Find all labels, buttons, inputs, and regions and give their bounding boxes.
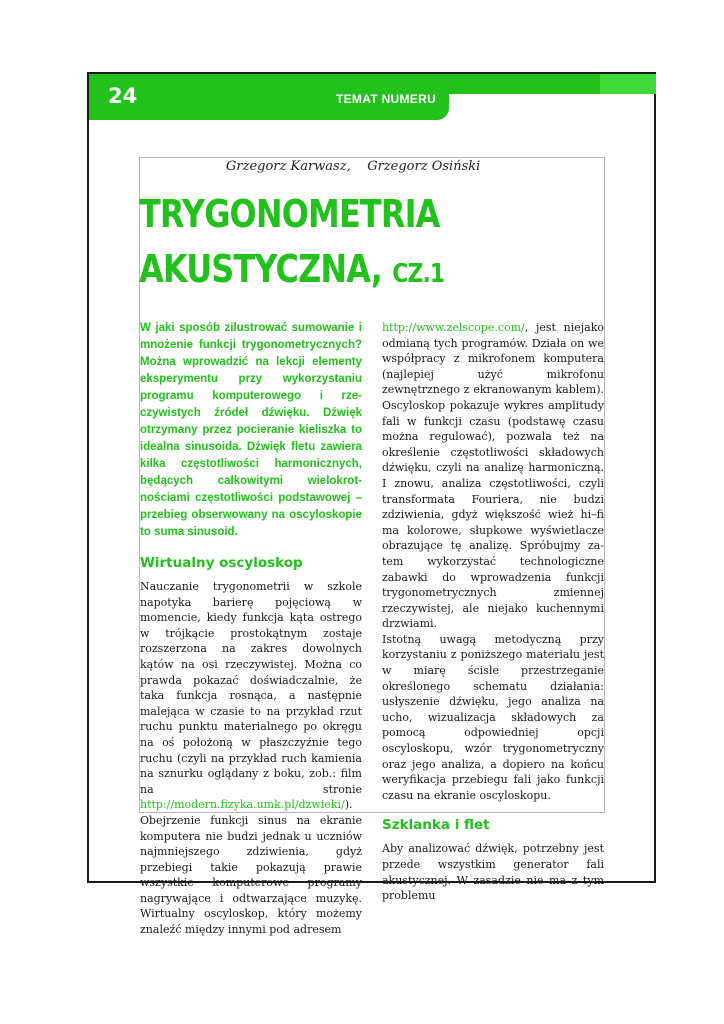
- link-modern-fizyka[interactable]: http://modern.fizyka.umk.pl/dzwieki/: [140, 798, 345, 812]
- article-title-line1: TRYGONOMETRIA: [139, 192, 440, 236]
- section-heading-virtual-oscilloscope: Wirtualny oscyloskop: [140, 555, 303, 571]
- section-label: TEMAT NUMERU: [336, 92, 437, 106]
- paragraph-1-text: Nauczanie trygonometrii w szkole napotyka barierę pojęciową w momencie, kiedy funkcja kąta ostrego w trójkącie prostokątnym zostaje rozszerzona na zakres dowolnych kątów na osi rzeczywistej. Można co prawda pokazać doświadczalnie, że taka funkcja rosnąca, a następnie malejąca w czasie to na przykład rzut ruchu punktu materialnego po okręgu na oś położoną w płaszczyźnie tego ruchu (czyli na przykład ruch kamienia na sznurku oglądany z boku, zob.: film na stronie: [140, 580, 362, 796]
- section-heading-glass-and-flute: Szklanka i flet: [382, 817, 490, 834]
- paragraph-2: Obejrzenie funkcji sinus na ekranie komputera nie budzi jednak u uczniów najmniejszego zdziwienia, gdyż przebiegi takie pokazują prawie wszystkie komputerowe programy nagrywające i odtwarzające muzykę. Wirtualny oscyloskop, który możemy znaleźć między innymi pod adresem: [140, 813, 362, 937]
- link-zelscope[interactable]: http://www.zelscope.com/: [382, 321, 525, 334]
- paragraph-5: Aby analizować dźwięk, potrzebny jest przede wszystkim generator fali akustycznej. W zasadzie nie ma z tym problemu: [382, 842, 604, 903]
- article-authors: Grzegorz Karwasz, Grzegorz Osiński: [226, 159, 481, 174]
- article-title-word: AKUSTYCZNA,: [139, 247, 383, 291]
- paragraph-1-end: ).: [344, 798, 353, 812]
- article-lead: W jaki sposób zilustrować sumowanie i mnożenie funkcji trygonometrycznych? Można wprowadzić na lekcji elementy eksperymentu przy wykorzystaniu programu komputerowego i rzeczywistych źródeł dźwięku. Dźwięk otrzymany przez pocieranie kieliszka to idealna sinusoida. Dźwięk fletu zawiera kilka częstotliwości harmonicznych, będących całkowitymi wielokrotnościami częstotliwości podstawowej – przebieg obserwowany na oscyloskopie to suma sinusoid.: [140, 322, 362, 538]
- column-left: [140, 320, 362, 938]
- column-right: [382, 320, 604, 904]
- paragraph-4: Istotną uwagą metodyczną przy korzystaniu z poniższego materiału jest w miarę ścisłe przestrzeganie określonego schematu działania: usłyszenie dźwięku, jego analiza na ucho, wizualizacja składowych za pomocą odpowiedniej opcji oscyloskopu, wzór trygonometryczny oraz jego analiza, a dopiero na końcu weryfikacja przebiegu fali jako funkcji czasu na ekranie oscyloskopu.: [382, 632, 604, 802]
- paragraph-1: [140, 579, 362, 813]
- paragraph-3: [382, 320, 604, 632]
- paragraph-3-text: , jest niejako odmianą tych programów. Działa on we współpracy z mikrofonem komputera (najlepiej użyć mikrofonu zewnętrznego z ekranowanym kablem). Oscyloskop pokazuje wykres amplitudy fali w funkcji czasu (podstawę czasu można regulować), pozwala też na określenie częstotliwości składowych dźwięku, czyli na analizę harmoniczną. I znowu, analiza częstotliwości, czyli transformata Fouriera, nie budzi zdziwienia, gdyż większość wież hi–fi ma kolorowe, słupkowe wyświetlacze obrazujące tę analizę. Spróbujmy zatem wykorzystać technologiczne zabawki do wprowadzenia funkcji trygonometrycznych zmiennej rzeczywistej, ale niejako kuchennymi drzwiami.: [382, 321, 604, 631]
- page-number: 24: [108, 84, 138, 108]
- article-title-part: CZ.1: [392, 259, 445, 289]
- article-title-line2: [139, 247, 445, 291]
- header-strip-accent: [600, 74, 656, 94]
